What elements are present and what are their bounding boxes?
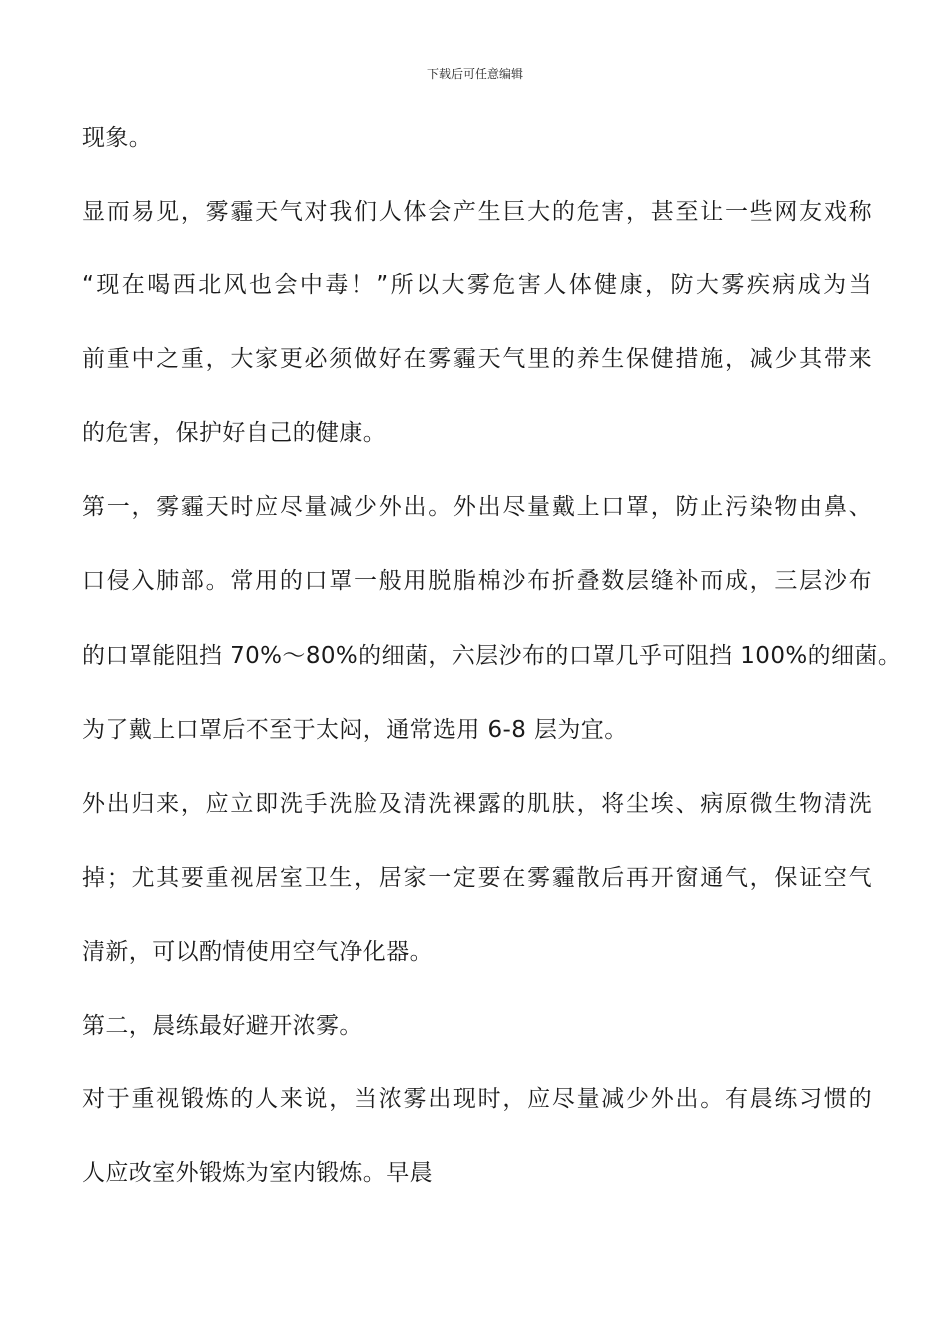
- body-text-line: 第一，雾霾天时应尽量减少外出。外出尽量戴上口罩，防止污染物由鼻、: [82, 494, 872, 520]
- body-text-line: 第二，晨练最好避开浓雾。: [82, 1013, 363, 1039]
- page-header: 下载后可任意编辑: [426, 67, 523, 81]
- body-text-line: 对于重视锻炼的人来说，当浓雾出现时，应尽量减少外出。有晨练习惯的: [82, 1086, 872, 1112]
- body-text-line: 外出归来，应立即洗手洗脸及清洗裸露的肌肤，将尘埃、病原微生物清洗: [82, 791, 872, 817]
- body-text-line: 的口罩能阻挡 70%～80%的细菌，六层沙布的口罩几乎可阻挡 100%的细菌。: [82, 643, 902, 669]
- body-text-line: 清新，可以酌情使用空气净化器。: [82, 939, 433, 965]
- body-text-line: 显而易见，雾霾天气对我们人体会产生巨大的危害，甚至让一些网友戏称: [82, 199, 872, 225]
- body-text-line: 人应改室外锻炼为室内锻炼。早晨: [82, 1160, 433, 1186]
- body-text-line: 为了戴上口罩后不至于太闷，通常选用 6-8 层为宜。: [82, 717, 628, 743]
- body-text-line: 口侵入肺部。常用的口罩一般用脱脂棉沙布折叠数层缝补而成，三层沙布: [82, 568, 872, 594]
- body-text-line: 掉；尤其要重视居室卫生，居家一定要在雾霾散后再开窗通气，保证空气: [82, 865, 872, 891]
- body-text-line: 前重中之重，大家更必须做好在雾霾天气里的养生保健措施，减少其带来: [82, 346, 872, 372]
- body-text-line: “现在喝西北风也会中毒！”所以大雾危害人体健康，防大雾疾病成为当: [82, 272, 872, 298]
- body-text-line: 的危害，保护好自己的健康。: [82, 420, 387, 446]
- body-text-line: 现象。: [82, 125, 153, 151]
